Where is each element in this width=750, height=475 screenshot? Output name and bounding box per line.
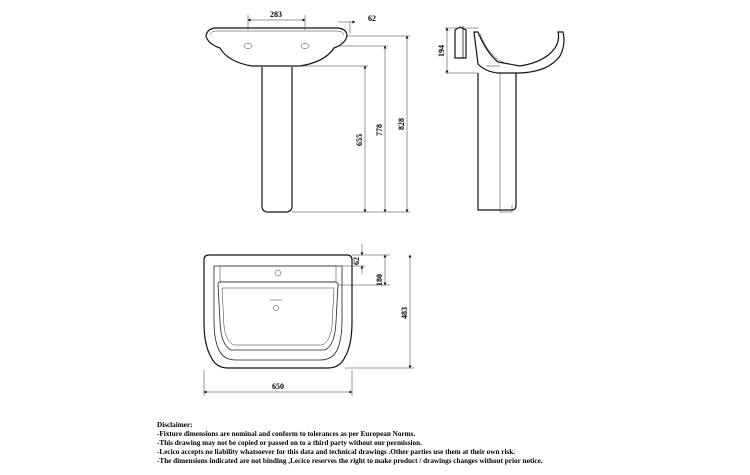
dim-62-front: 62 [368,14,376,23]
dim-650: 650 [272,382,284,391]
dim-828: 828 [397,118,406,130]
plan-view [204,244,414,396]
front-view [206,10,410,212]
dim-283: 283 [270,10,282,19]
side-view [437,26,564,212]
dim-778: 778 [375,124,384,136]
dim-483: 483 [400,307,409,319]
dim-180: 180 [375,274,384,286]
disclaimer-line: -The dimensions indicated are not binding ,Lecico reserves the right to make product / drawings changes without prior notice. [157,457,543,466]
disclaimer-line: -Lecico accepts no liability whatsoever for this data and technical drawings .Other parties use them at their own risk. [157,448,516,457]
disclaimer-line: -Fixture dimensions are nominal and conform to tolerances as per European Norms. [157,430,416,439]
dim-194: 194 [437,45,446,57]
disclaimer-title: Disclaimer: [157,421,193,429]
dim-655: 655 [355,134,364,146]
dim-62-plan: 62 [352,257,361,265]
disclaimer [157,421,747,466]
disclaimer-line: -This drawing may not be copied or passed on to a third party without our permission. [157,439,422,448]
